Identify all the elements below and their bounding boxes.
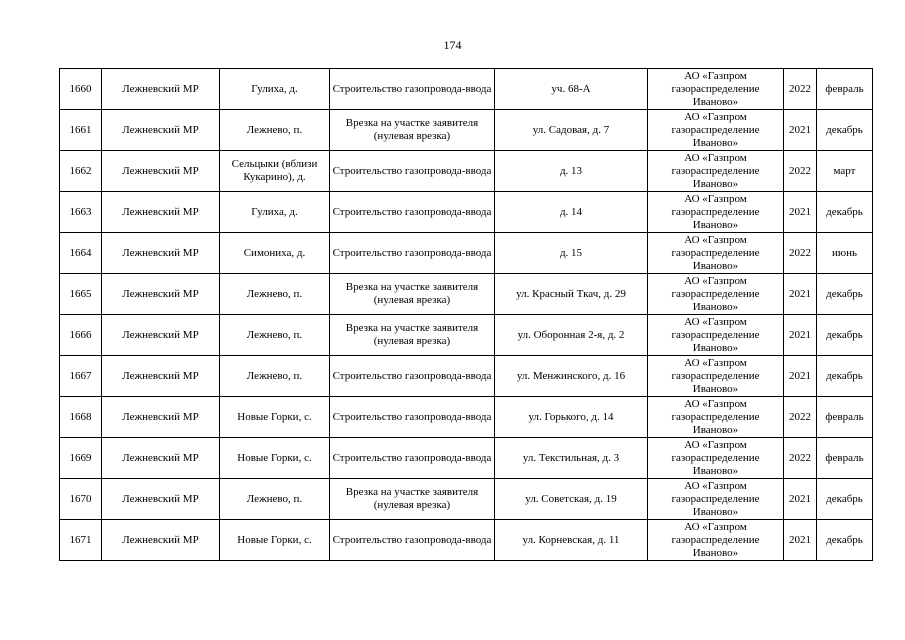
row-number-cell: 1671	[60, 520, 102, 561]
address-cell: д. 15	[495, 233, 648, 274]
work-type-cell: Строительство газопровода-ввода	[330, 69, 495, 110]
district-cell: Лежневский МР	[102, 233, 220, 274]
locality-cell: Новые Горки, с.	[220, 438, 330, 479]
year-cell: 2022	[784, 397, 817, 438]
organization-cell: АО «Газпром газораспределение Иваново»	[648, 520, 784, 561]
year-cell: 2021	[784, 315, 817, 356]
gas-connection-table	[59, 68, 873, 561]
month-cell: декабрь	[817, 520, 873, 561]
month-cell: декабрь	[817, 110, 873, 151]
table-row	[60, 356, 873, 397]
address-cell: д. 13	[495, 151, 648, 192]
address-cell: ул. Советская, д. 19	[495, 479, 648, 520]
table-row	[60, 233, 873, 274]
table-row	[60, 192, 873, 233]
district-cell: Лежневский МР	[102, 192, 220, 233]
month-cell: декабрь	[817, 192, 873, 233]
table-row	[60, 479, 873, 520]
address-cell: ул. Менжинского, д. 16	[495, 356, 648, 397]
district-cell: Лежневский МР	[102, 274, 220, 315]
table-row	[60, 274, 873, 315]
locality-cell: Гулиха, д.	[220, 69, 330, 110]
address-cell: ул. Текстильная, д. 3	[495, 438, 648, 479]
table-row	[60, 110, 873, 151]
locality-cell: Лежнево, п.	[220, 315, 330, 356]
work-type-cell: Врезка на участке заявителя (нулевая врезка)	[330, 274, 495, 315]
organization-cell: АО «Газпром газораспределение Иваново»	[648, 397, 784, 438]
row-number-cell: 1670	[60, 479, 102, 520]
district-cell: Лежневский МР	[102, 315, 220, 356]
table-row	[60, 520, 873, 561]
month-cell: февраль	[817, 438, 873, 479]
month-cell: декабрь	[817, 274, 873, 315]
organization-cell: АО «Газпром газораспределение Иваново»	[648, 356, 784, 397]
locality-cell: Новые Горки, с.	[220, 520, 330, 561]
month-cell: февраль	[817, 69, 873, 110]
row-number-cell: 1666	[60, 315, 102, 356]
year-cell: 2021	[784, 479, 817, 520]
locality-cell: Лежнево, п.	[220, 356, 330, 397]
work-type-cell: Строительство газопровода-ввода	[330, 151, 495, 192]
row-number-cell: 1669	[60, 438, 102, 479]
address-cell: ул. Корневская, д. 11	[495, 520, 648, 561]
row-number-cell: 1664	[60, 233, 102, 274]
district-cell: Лежневский МР	[102, 151, 220, 192]
month-cell: декабрь	[817, 315, 873, 356]
locality-cell: Лежнево, п.	[220, 479, 330, 520]
organization-cell: АО «Газпром газораспределение Иваново»	[648, 315, 784, 356]
row-number-cell: 1668	[60, 397, 102, 438]
work-type-cell: Врезка на участке заявителя (нулевая врезка)	[330, 110, 495, 151]
locality-cell: Лежнево, п.	[220, 110, 330, 151]
organization-cell: АО «Газпром газораспределение Иваново»	[648, 274, 784, 315]
district-cell: Лежневский МР	[102, 356, 220, 397]
district-cell: Лежневский МР	[102, 110, 220, 151]
year-cell: 2022	[784, 69, 817, 110]
year-cell: 2021	[784, 274, 817, 315]
locality-cell: Симониха, д.	[220, 233, 330, 274]
row-number-cell: 1661	[60, 110, 102, 151]
row-number-cell: 1660	[60, 69, 102, 110]
year-cell: 2021	[784, 520, 817, 561]
year-cell: 2021	[784, 356, 817, 397]
row-number-cell: 1663	[60, 192, 102, 233]
address-cell: уч. 68-А	[495, 69, 648, 110]
table-row	[60, 397, 873, 438]
row-number-cell: 1665	[60, 274, 102, 315]
year-cell: 2022	[784, 438, 817, 479]
organization-cell: АО «Газпром газораспределение Иваново»	[648, 110, 784, 151]
locality-cell: Новые Горки, с.	[220, 397, 330, 438]
work-type-cell: Строительство газопровода-ввода	[330, 520, 495, 561]
work-type-cell: Строительство газопровода-ввода	[330, 192, 495, 233]
table-row	[60, 315, 873, 356]
work-type-cell: Строительство газопровода-ввода	[330, 397, 495, 438]
month-cell: июнь	[817, 233, 873, 274]
work-type-cell: Врезка на участке заявителя (нулевая врезка)	[330, 315, 495, 356]
month-cell: декабрь	[817, 479, 873, 520]
organization-cell: АО «Газпром газораспределение Иваново»	[648, 233, 784, 274]
page-number: 174	[443, 38, 462, 52]
work-type-cell: Строительство газопровода-ввода	[330, 356, 495, 397]
row-number-cell: 1667	[60, 356, 102, 397]
year-cell: 2022	[784, 233, 817, 274]
table-row	[60, 69, 873, 110]
locality-cell: Сельцыки (вблизи Кукарино), д.	[220, 151, 330, 192]
table-row	[60, 438, 873, 479]
organization-cell: АО «Газпром газораспределение Иваново»	[648, 438, 784, 479]
district-cell: Лежневский МР	[102, 438, 220, 479]
month-cell: февраль	[817, 397, 873, 438]
district-cell: Лежневский МР	[102, 520, 220, 561]
month-cell: март	[817, 151, 873, 192]
address-cell: д. 14	[495, 192, 648, 233]
work-type-cell: Строительство газопровода-ввода	[330, 438, 495, 479]
row-number-cell: 1662	[60, 151, 102, 192]
organization-cell: АО «Газпром газораспределение Иваново»	[648, 151, 784, 192]
district-cell: Лежневский МР	[102, 479, 220, 520]
month-cell: декабрь	[817, 356, 873, 397]
district-cell: Лежневский МР	[102, 397, 220, 438]
locality-cell: Лежнево, п.	[220, 274, 330, 315]
year-cell: 2021	[784, 110, 817, 151]
organization-cell: АО «Газпром газораспределение Иваново»	[648, 192, 784, 233]
year-cell: 2022	[784, 151, 817, 192]
address-cell: ул. Оборонная 2-я, д. 2	[495, 315, 648, 356]
organization-cell: АО «Газпром газораспределение Иваново»	[648, 69, 784, 110]
organization-cell: АО «Газпром газораспределение Иваново»	[648, 479, 784, 520]
table-row	[60, 151, 873, 192]
address-cell: ул. Горького, д. 14	[495, 397, 648, 438]
work-type-cell: Врезка на участке заявителя (нулевая врезка)	[330, 479, 495, 520]
address-cell: ул. Красный Ткач, д. 29	[495, 274, 648, 315]
locality-cell: Гулиха, д.	[220, 192, 330, 233]
district-cell: Лежневский МР	[102, 69, 220, 110]
work-type-cell: Строительство газопровода-ввода	[330, 233, 495, 274]
year-cell: 2021	[784, 192, 817, 233]
address-cell: ул. Садовая, д. 7	[495, 110, 648, 151]
